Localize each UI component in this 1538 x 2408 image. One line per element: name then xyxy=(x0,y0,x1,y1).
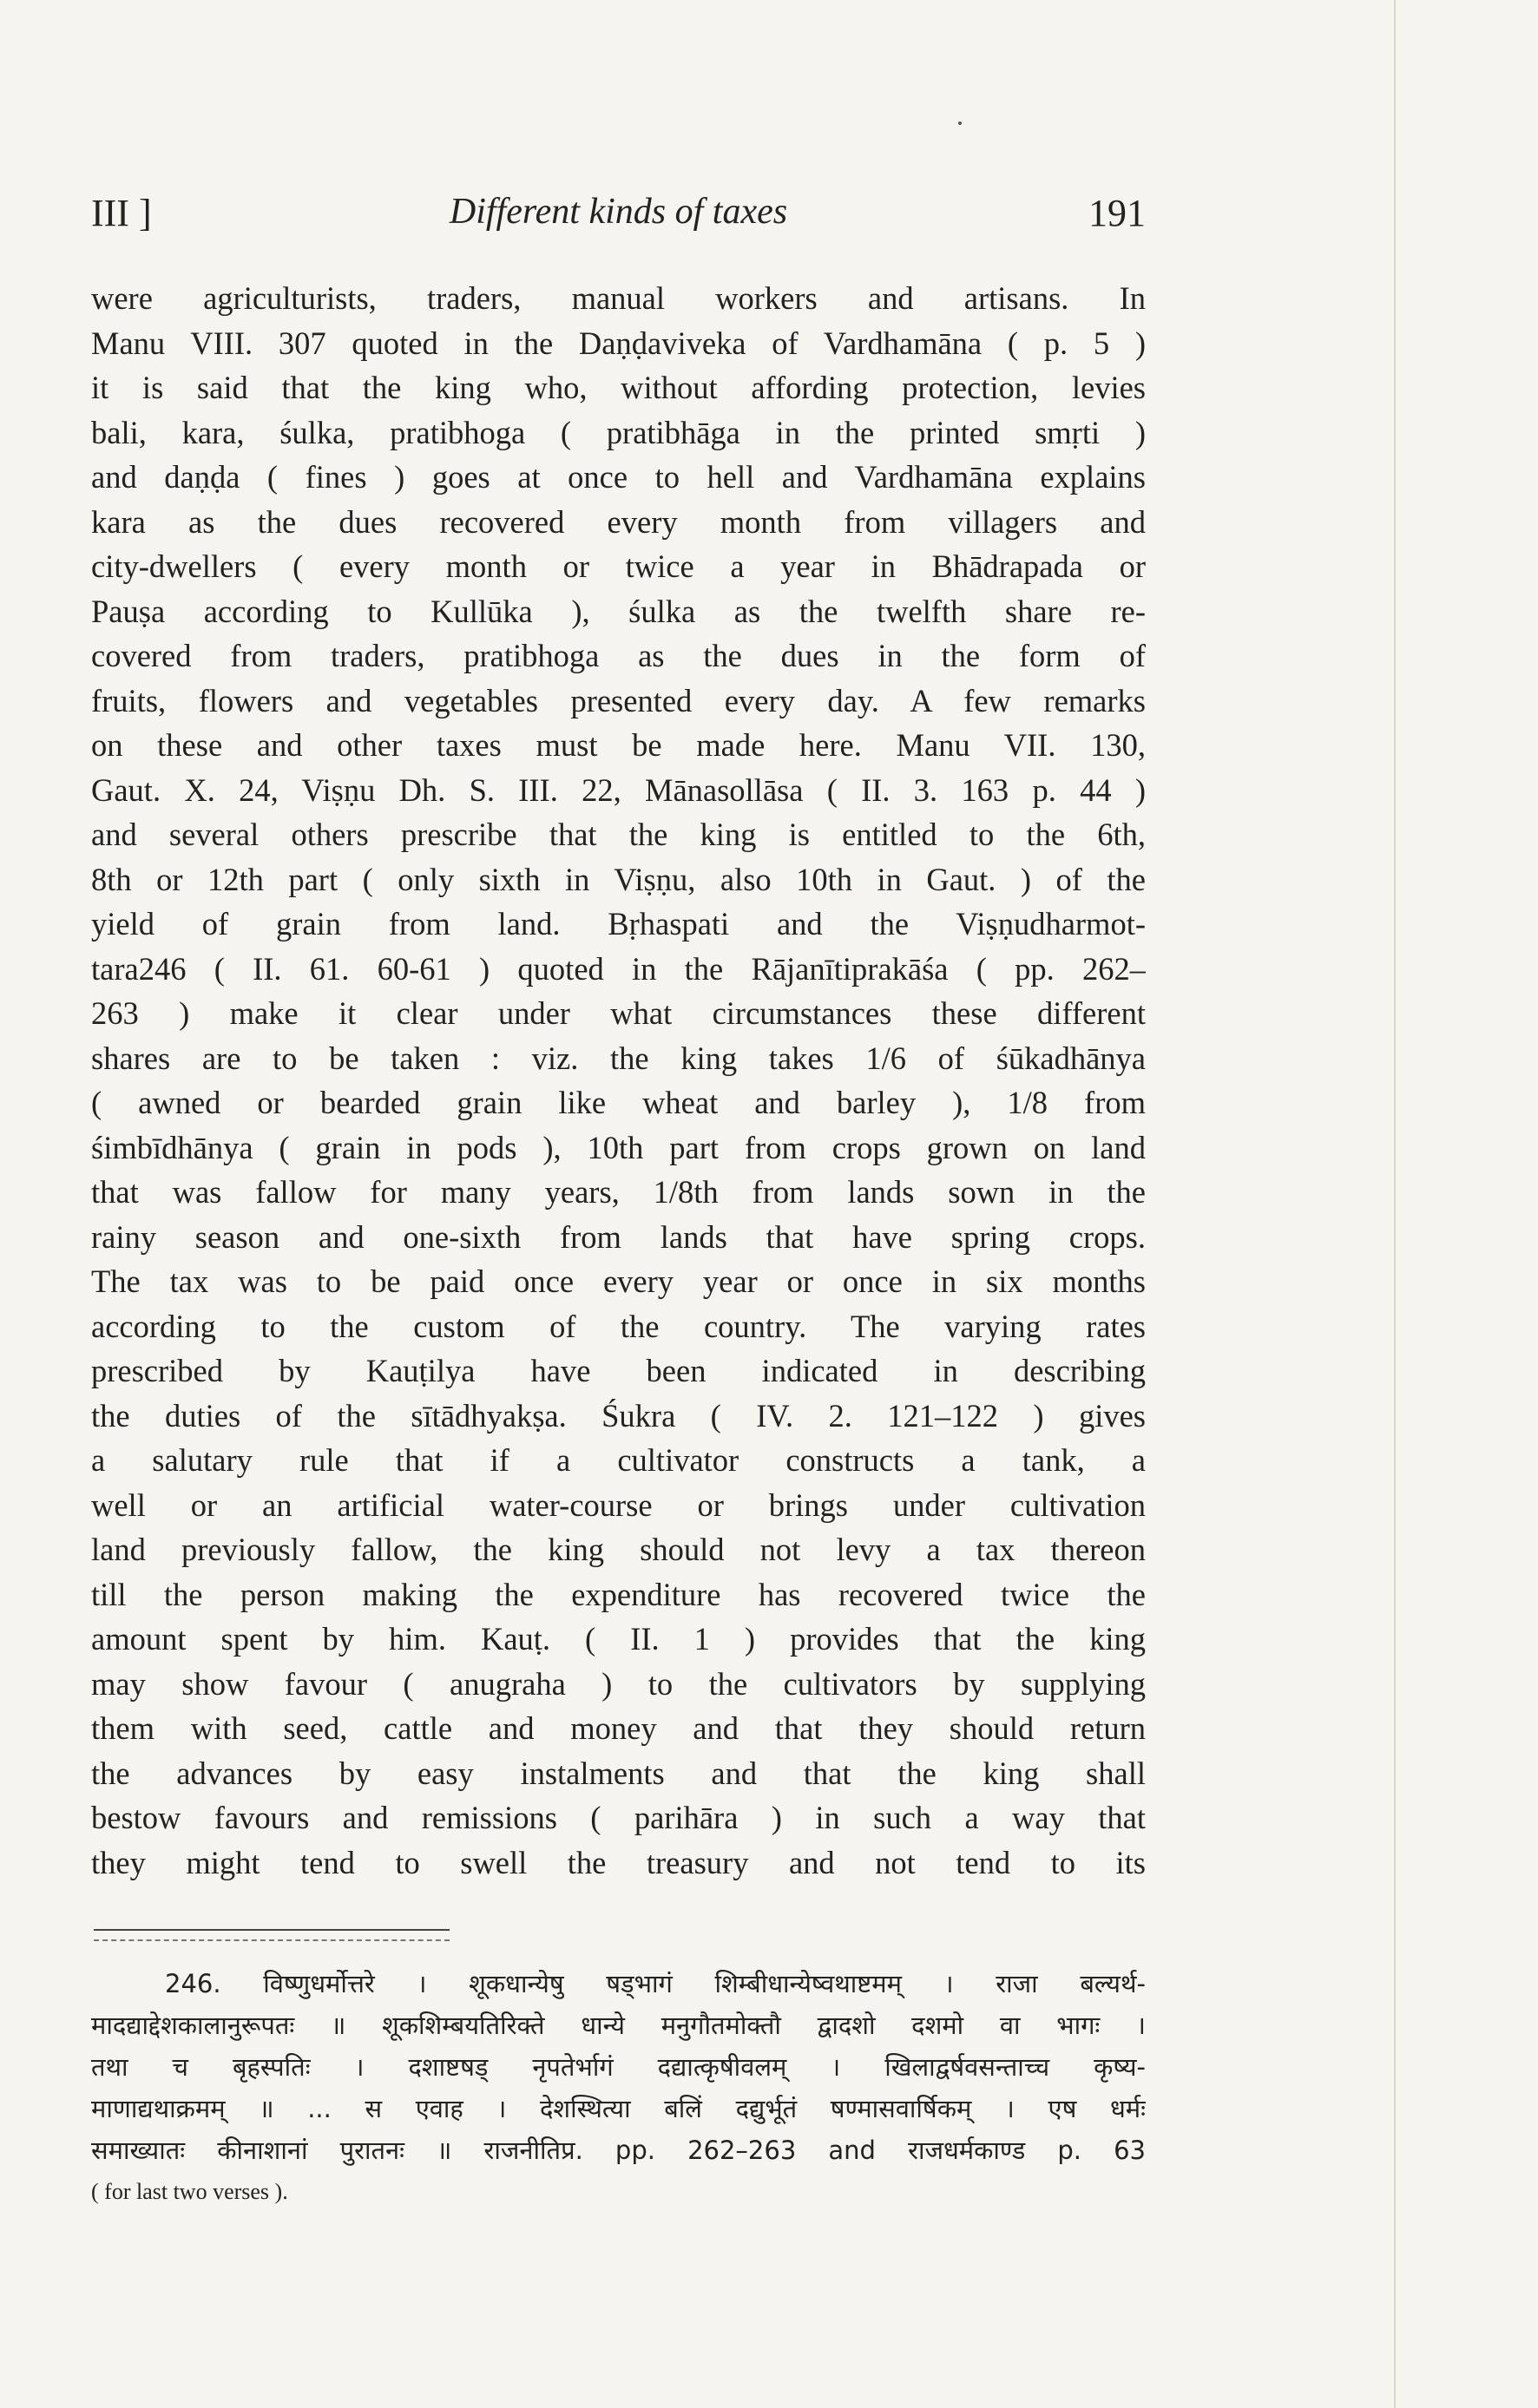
text-line: rainy season and one-sixth from lands that have spring crops. xyxy=(91,1218,1146,1255)
footnote-separator xyxy=(94,1929,450,1941)
chapter-number: III ] xyxy=(91,192,152,234)
text-line: shares are to be taken : viz. the king takes 1/6 of śūkadhānya xyxy=(91,1040,1146,1076)
text-line: them with seed, cattle and money and that they should return xyxy=(91,1710,1146,1746)
page-edge-shadow xyxy=(1394,0,1396,2408)
text-line: tara246 ( II. 61. 60-61 ) quoted in the Rājanītiprakāśa ( pp. 262– xyxy=(91,950,1146,987)
text-line: city-dwellers ( every month or twice a year in Bhādrapada or xyxy=(91,548,1146,584)
text-line: were agriculturists, traders, manual workers and artisans. In xyxy=(91,280,1146,316)
text-line: 8th or 12th part ( only sixth in Viṣṇu, also 10th in Gaut. ) of the xyxy=(91,861,1146,897)
text-line: a salutary rule that if a cultivator constructs a tank, a xyxy=(91,1442,1146,1478)
scan-speck xyxy=(958,121,962,125)
footnote-line: समाख्यातः कीनाशानां पुरातनः ॥ राजनीतिप्र. pp. 262–263 and राजधर्मकाण्ड p. 63 xyxy=(91,2136,1146,2165)
text-line: yield of grain from land. Bṛhaspati and the Viṣṇudharmot- xyxy=(91,906,1146,942)
text-line: 263 ) make it clear under what circumstances these different xyxy=(91,995,1146,1031)
running-title: Different kinds of taxes xyxy=(449,192,788,232)
text-line: may show favour ( anugraha ) to the cultivators by supplying xyxy=(91,1665,1146,1702)
text-line: on these and other taxes must be made here. Manu VII. 130, xyxy=(91,727,1146,763)
text-line: kara as the dues recovered every month from villagers and xyxy=(91,503,1146,540)
text-line: Pauṣa according to Kullūka ), śulka as the twelfth share re- xyxy=(91,593,1146,629)
text-line: and several others prescribe that the king is entitled to the 6th, xyxy=(91,817,1146,852)
footnote-line: ( for last two verses ). xyxy=(91,2179,288,2204)
main-text xyxy=(91,276,1146,1885)
text-line: Gaut. X. 24, Viṣṇu Dh. S. III. 22, Mānasollāsa ( II. 3. 163 p. 44 ) xyxy=(91,771,1146,808)
footnote-line: तथा च बृहस्पतिः । दशाष्टषड् नृपतेर्भागं दद्यात्कृषीवलम् । खिलाद्वर्षवसन्ताच्च कृष्य- xyxy=(91,2052,1146,2082)
text-line: amount spent by him. Kauṭ. ( II. 1 ) provides that the king xyxy=(91,1621,1146,1657)
text-line: bali, kara, śulka, pratibhoga ( pratibhāga in the printed smṛti ) xyxy=(91,414,1146,450)
text-line: it is said that the king who, without affording protection, levies xyxy=(91,370,1146,405)
footnote-line: 246. विष्णुधर्मोत्तरे । शूकधान्येषु षड्भागं शिम्बीधान्येष्वथाष्टमम् । राजा बल्यर्थ- xyxy=(165,1969,1146,1998)
text-line: Manu VIII. 307 quoted in the Daṇḍaviveka of Vardhamāna ( p. 5 ) xyxy=(91,325,1146,361)
text-line: fruits, flowers and vegetables presented every day. A few remarks xyxy=(91,682,1146,718)
text-line: well or an artificial water-course or brings under cultivation xyxy=(91,1486,1146,1523)
text-line: the duties of the sītādhyakṣa. Śukra ( IV. 2. 121–122 ) gives xyxy=(91,1397,1146,1434)
text-line: prescribed by Kauṭilya have been indicated in describing xyxy=(91,1353,1146,1388)
text-line: according to the custom of the country. The varying rates xyxy=(91,1308,1146,1344)
text-line: covered from traders, pratibhoga as the dues in the form of xyxy=(91,638,1146,673)
text-line: land previously fallow, the king should not levy a tax thereon xyxy=(91,1532,1146,1567)
text-line: The tax was to be paid once every year or once in six months xyxy=(91,1263,1146,1299)
footnote-line: माणाद्यथाक्रमम् ॥ ... स एवाह । देशस्थित्या बलिं दद्युर्भूतं षण्मासवार्षिकम् । एष धर्मः xyxy=(91,2094,1146,2123)
text-line: śimbīdhānya ( grain in pods ), 10th part from crops grown on land xyxy=(91,1129,1146,1165)
text-line: till the person making the expenditure has recovered twice the xyxy=(91,1576,1146,1612)
text-line: that was fallow for many years, 1/8th from lands sown in the xyxy=(91,1174,1146,1210)
text-line: ( awned or bearded grain like wheat and barley ), 1/8 from xyxy=(91,1085,1146,1120)
running-header xyxy=(91,191,1146,243)
page-number: 191 xyxy=(1088,192,1146,234)
text-line: bestow favours and remissions ( parihāra ) in such a way that xyxy=(91,1800,1146,1835)
footnote-246 xyxy=(91,1963,1146,2213)
footnote-line: मादद्याद्देशकालानुरूपतः ॥ शूकशिम्बयतिरिक्ते धान्ये मनुगौतमोक्तौ द्वादशो दशमो वा भागः । xyxy=(91,2011,1146,2040)
text-line: the advances by easy instalments and that the king shall xyxy=(91,1755,1146,1791)
text-line: they might tend to swell the treasury and not tend to its xyxy=(91,1844,1146,1880)
text-line: and daṇḍa ( fines ) goes at once to hell and Vardhamāna explains xyxy=(91,459,1146,495)
